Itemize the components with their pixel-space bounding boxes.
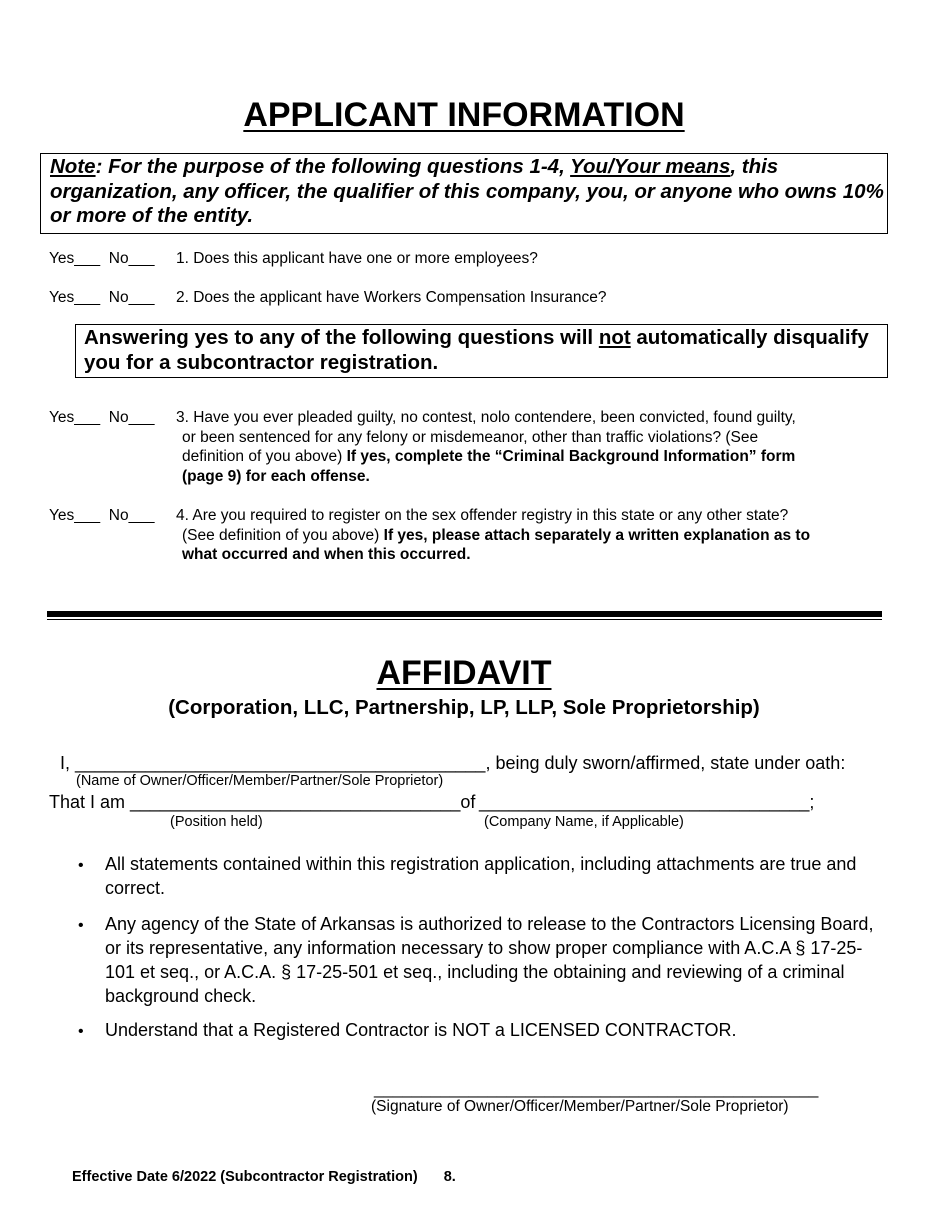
name-caption: (Name of Owner/Officer/Member/Partner/Sole Proprietor) <box>76 773 444 789</box>
q4-yes-no[interactable]: Yes___ No___ <box>49 507 155 524</box>
section-divider-thin <box>47 619 882 620</box>
name-oath-line[interactable]: I, _________________________________________, being duly sworn/affirmed, state under oath: <box>60 753 846 773</box>
notice-box: Answering yes to any of the following questions will not automatically disqualify you for a subcontractor registration. <box>75 324 888 378</box>
q4-line3: what occurred and when this occurred. <box>182 546 471 563</box>
affidavit-title: AFFIDAVIT <box>376 654 552 692</box>
signature-line[interactable]: _______________________________________________ <box>374 1079 819 1098</box>
q4-line2: (See definition of you above) If yes, please attach separately a written explanation as to <box>182 527 811 544</box>
bullet-statement-1: All statements contained within this registration application, including attachments are true and correct. <box>105 854 857 898</box>
q2-yes-no[interactable]: Yes___ No___ <box>49 289 155 306</box>
q3-yes-no[interactable]: Yes___ No___ <box>49 409 155 426</box>
q1-text: 1. Does this applicant have one or more employees? <box>176 250 538 267</box>
page-number: 8. <box>443 1169 456 1185</box>
page-title: APPLICANT INFORMATION <box>243 96 685 134</box>
footer: Effective Date 6/2022 (Subcontractor Registration) 8. <box>72 1169 456 1185</box>
bullet-statement-3: Understand that a Registered Contractor is NOT a LICENSED CONTRACTOR. <box>105 1020 737 1040</box>
affidavit-subtitle: (Corporation, LLC, Partnership, LP, LLP, Sole Proprietorship) <box>168 696 760 719</box>
bullet-icon: • <box>78 1023 84 1040</box>
q1-yes-no[interactable]: Yes___ No___ <box>49 250 155 267</box>
position-line[interactable]: That I am _________________________________of <box>49 792 476 812</box>
bullet-icon: • <box>78 857 84 874</box>
section-divider <box>47 611 882 617</box>
q4-line1: 4. Are you required to register on the sex offender registry in this state or any other state? <box>176 507 789 524</box>
note-box: Note: For the purpose of the following questions 1-4, You/Your means, this organization, any officer, the qualifier of this company, you, or anyone who owns 10% or more of the entity. <box>40 153 888 234</box>
company-line[interactable]: _________________________________; <box>479 792 815 812</box>
q3-line3: definition of you above) If yes, complete the “Criminal Background Information” form <box>182 448 796 465</box>
q3-line4: (page 9) for each offense. <box>182 468 370 485</box>
bullet-statement-2: Any agency of the State of Arkansas is authorized to release to the Contractors Licensing Board, or its representative, any information necessary to show proper compliance with A.C.A § 17-25- 101 et seq., or A.C.A. § 17-25-501 et seq., including the obtaining and reviewing of a criminal background check. <box>105 914 874 1006</box>
q3-line1: 3. Have you ever pleaded guilty, no contest, nolo contendere, been convicted, found guilty, <box>176 409 796 426</box>
q3-line2: or been sentenced for any felony or misdemeanor, other than traffic violations? (See <box>182 429 759 446</box>
position-caption: (Position held) <box>170 814 263 830</box>
company-caption: (Company Name, if Applicable) <box>484 814 684 830</box>
signature-caption: (Signature of Owner/Officer/Member/Partner/Sole Proprietor) <box>371 1098 789 1115</box>
bullet-icon: • <box>78 917 84 934</box>
q2-text: 2. Does the applicant have Workers Compensation Insurance? <box>176 289 607 306</box>
